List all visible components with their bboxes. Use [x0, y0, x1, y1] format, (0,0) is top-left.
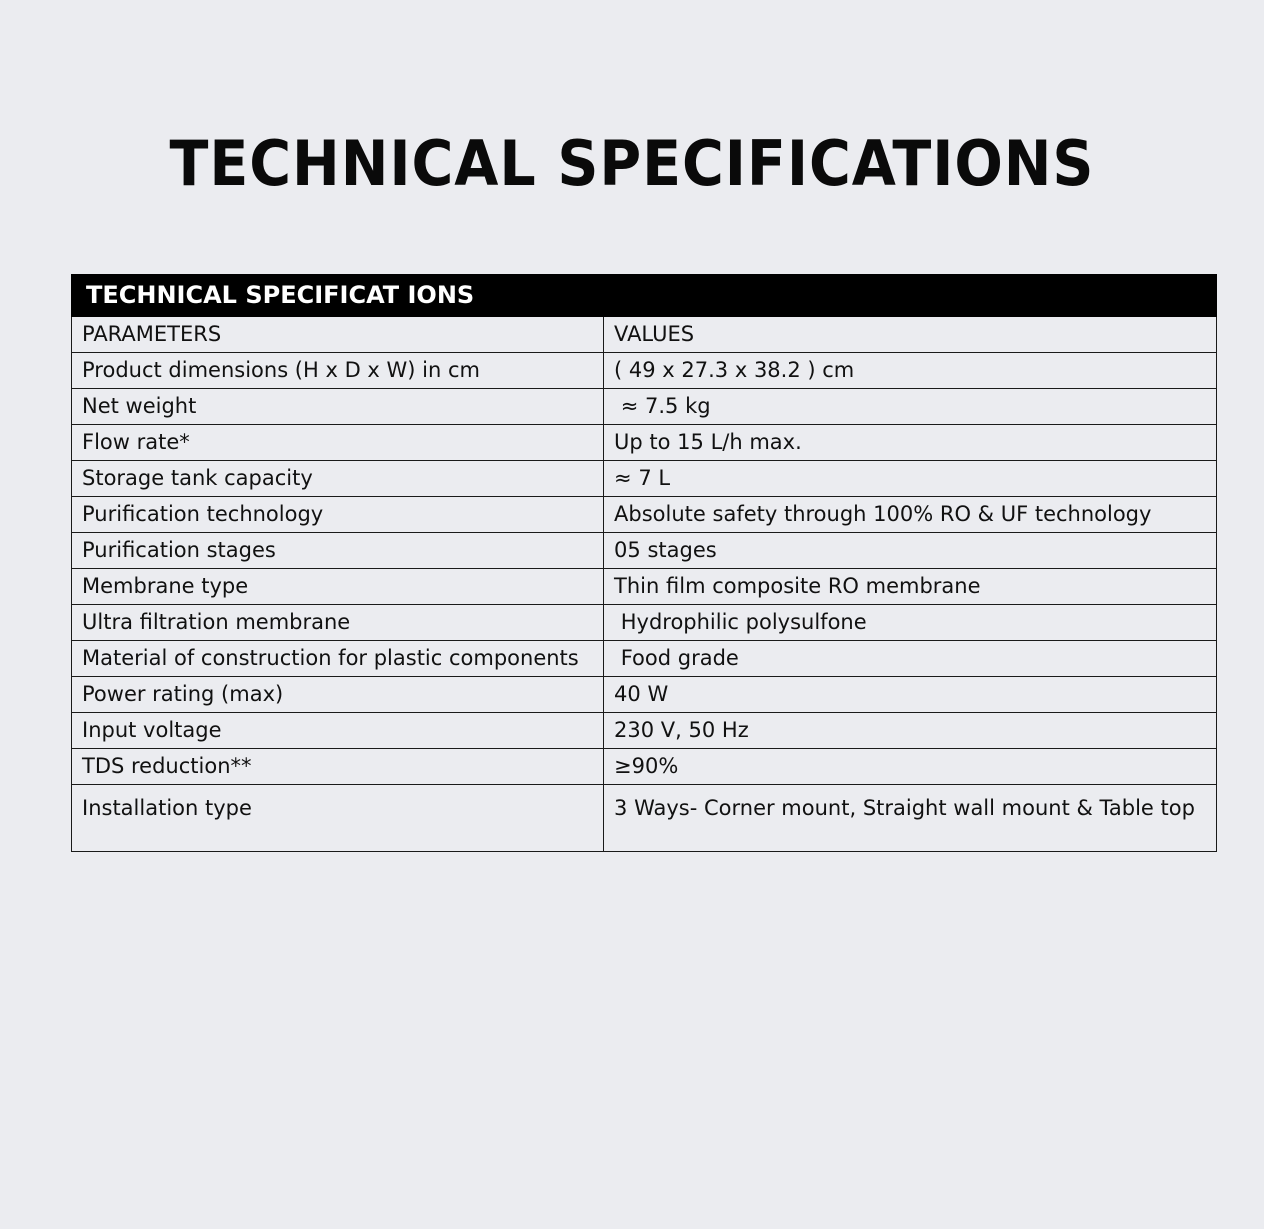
value-cell: 05 stages: [604, 533, 1217, 569]
value-cell: ≈ 7.5 kg: [604, 389, 1217, 425]
table-header-row: [72, 317, 1217, 353]
value-cell: Food grade: [604, 641, 1217, 677]
parameter-cell: Membrane type: [72, 569, 604, 605]
spec-table: [71, 274, 1217, 852]
parameter-cell: Power rating (max): [72, 677, 604, 713]
table-row: [72, 425, 1217, 461]
parameter-cell: Product dimensions (H x D x W) in cm: [72, 353, 604, 389]
parameter-cell: Storage tank capacity: [72, 461, 604, 497]
values-header: VALUES: [604, 317, 1217, 353]
page-title: TECHNICAL SPECIFICATIONS: [169, 127, 1095, 200]
parameter-cell: Input voltage: [72, 713, 604, 749]
table-row: [72, 389, 1217, 425]
table-row: [72, 569, 1217, 605]
table-banner-row: [72, 275, 1217, 317]
table-row: [72, 353, 1217, 389]
parameters-header: PARAMETERS: [72, 317, 604, 353]
value-cell: ≥90%: [604, 749, 1217, 785]
parameter-cell: Flow rate*: [72, 425, 604, 461]
parameter-cell: Purification technology: [72, 497, 604, 533]
table-row: [72, 677, 1217, 713]
table-row: [72, 749, 1217, 785]
parameter-cell: Ultra filtration membrane: [72, 605, 604, 641]
table-row: [72, 641, 1217, 677]
table-row: [72, 605, 1217, 641]
parameter-cell: Purification stages: [72, 533, 604, 569]
table-row: [72, 533, 1217, 569]
parameter-cell: Installation type: [72, 785, 604, 852]
value-cell: 3 Ways- Corner mount, Straight wall mount & Table top: [604, 785, 1217, 852]
value-cell: Absolute safety through 100% RO & UF technology: [604, 497, 1217, 533]
value-cell: ( 49 x 27.3 x 38.2 ) cm: [604, 353, 1217, 389]
table-row: [72, 713, 1217, 749]
parameter-cell: Net weight: [72, 389, 604, 425]
parameter-cell: TDS reduction**: [72, 749, 604, 785]
value-cell: Thin film composite RO membrane: [604, 569, 1217, 605]
value-cell: Up to 15 L/h max.: [604, 425, 1217, 461]
value-cell: Hydrophilic polysulfone: [604, 605, 1217, 641]
value-cell: ≈ 7 L: [604, 461, 1217, 497]
table-row: [72, 785, 1217, 852]
value-cell: 40 W: [604, 677, 1217, 713]
value-cell: 230 V, 50 Hz: [604, 713, 1217, 749]
table-row: [72, 497, 1217, 533]
table-banner: TECHNICAL SPECIFICAT IONS: [72, 275, 1217, 317]
table-row: [72, 461, 1217, 497]
parameter-cell: Material of construction for plastic components: [72, 641, 604, 677]
